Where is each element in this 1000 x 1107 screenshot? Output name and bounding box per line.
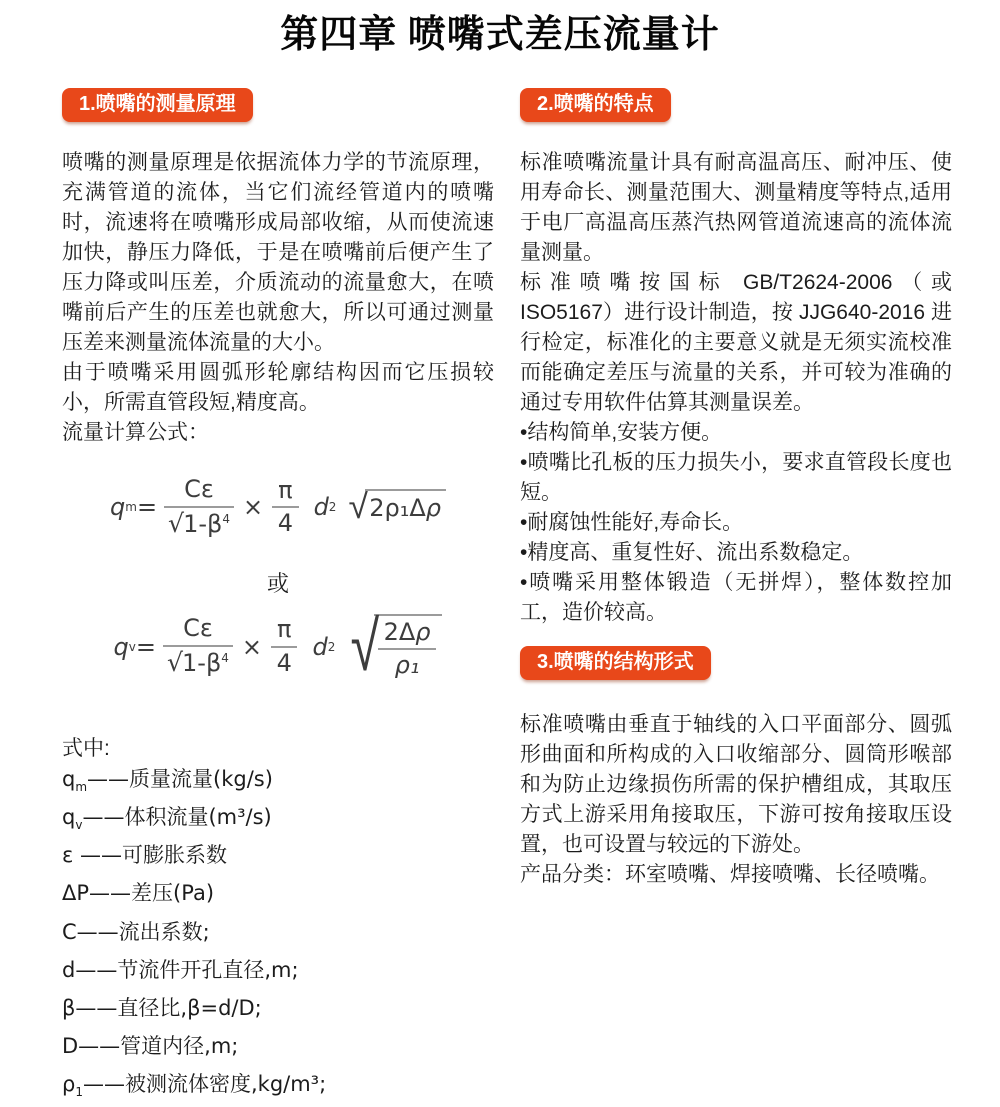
equals-sign: =	[135, 632, 156, 661]
radical-sign: √	[350, 605, 380, 687]
symbol-row-qv	[62, 802, 494, 840]
product-categories-line: 产品分类：环室喷嘴、焊接喷嘴、长径喷嘴。	[520, 863, 940, 886]
d-symbol: d	[313, 493, 329, 522]
square-root-term	[341, 605, 442, 687]
fraction-numerator: Cε	[164, 476, 234, 508]
symbol-row-epsilon	[62, 840, 494, 878]
feature-item: •喷嘴比孔板的压力损失小，要求直管段长度也短。	[520, 451, 952, 504]
symbol-subscript: m	[75, 779, 88, 794]
symbol: ρ	[62, 1072, 76, 1097]
symbol-row-qm	[62, 764, 494, 802]
inner-denominator: ρ₁	[394, 651, 420, 680]
equals-sign: =	[136, 493, 158, 522]
inner-num-rho: ρ	[415, 617, 431, 646]
feature-list	[520, 418, 952, 628]
symbol: C	[62, 919, 77, 944]
symbol-description: ——体积流量(m³/s)	[82, 804, 272, 829]
symbol-row-d	[62, 955, 494, 993]
inner-fraction	[378, 619, 437, 680]
structure-paragraph: 标准喷嘴由垂直于轴线的入口平面部分、圆弧形曲面和所构成的入口收缩部分、圆筒形喉部和为防止边缘损伤所需的保护槽组成，其取压方式上游采用角接取压，下游可按角接取压设置，也可设置与较远的下游处。	[520, 713, 952, 856]
pi-over-four-fraction	[272, 477, 298, 538]
symbol: β	[62, 995, 76, 1020]
feature-item: •喷嘴采用整体锻造（无拼焊），整体数控加工，造价较高。	[520, 571, 952, 624]
section1-header-wrap	[62, 88, 494, 122]
radicand-rho: ρ	[425, 494, 441, 523]
arc-profile-paragraph: 由于喷嘴采用圆弧形轮廓结构因而它压损较小，所需直管段短,精度高。	[62, 361, 494, 414]
feature-item: •耐腐蚀性能好,寿命长。	[520, 511, 744, 534]
symbol: ε	[62, 843, 81, 868]
symbol-row-bigd	[62, 1031, 494, 1069]
symbol-description: ——差压(Pa)	[89, 881, 215, 906]
qv-symbol: q	[113, 632, 129, 661]
symbol-description: ——质量流量(kg/s)	[87, 766, 273, 791]
fraction-denominator	[164, 508, 234, 539]
volume-flow-formula	[62, 605, 494, 687]
pi-symbol: π	[272, 477, 298, 509]
radicand-fraction	[374, 614, 443, 680]
symbol: d	[62, 957, 76, 982]
standards-paragraph: 标准喷嘴按国标 GB/T2624-2006（或 ISO5167）进行设计制造，按 JJG640-2016 进行检定，标准化的主要意义就是无须实流校准而能确定差压与流量的关系，并可较为准确的通过专用软件估算其测量误差。	[520, 271, 952, 414]
where-label: 式中:	[62, 736, 110, 760]
multiply-sign: ×	[241, 632, 263, 661]
beta-exponent: 4	[221, 650, 229, 665]
feature-item: •结构简单,安装方便。	[520, 421, 723, 444]
mass-flow-formula	[62, 476, 494, 539]
two-column-layout	[62, 88, 952, 1107]
radical-sign: √	[166, 647, 184, 677]
symbol-description: ——被测流体密度,kg/m³;	[82, 1072, 327, 1097]
or-label: 或	[266, 570, 289, 596]
symbol-row-beta	[62, 993, 494, 1031]
section3-header-wrap	[520, 646, 952, 680]
symbol-description: ——直径比,β=d/D;	[75, 995, 262, 1020]
symbol-row-c	[62, 917, 494, 955]
four-denominator: 4	[276, 648, 292, 677]
symbol-row-rho1	[62, 1069, 494, 1107]
radicand-text: 2ρ₁Δ	[369, 494, 426, 523]
pi-over-four-fraction	[271, 616, 297, 677]
radical-sign: √	[168, 508, 185, 538]
qm-subscript: m	[125, 500, 137, 515]
section1-badge: 1.喷嘴的测量原理	[62, 88, 253, 122]
d-exponent: 2	[328, 500, 337, 515]
denominator-base: 1-β	[183, 509, 223, 538]
d-exponent: 2	[327, 639, 336, 654]
symbol: D	[62, 1034, 79, 1059]
symbol: ΔP	[62, 881, 90, 906]
multiply-sign: ×	[243, 493, 264, 522]
right-column	[520, 88, 952, 1107]
document-page	[0, 12, 1000, 1100]
section2-header-wrap	[520, 88, 952, 122]
symbol-description: ——可膨胀系数	[80, 843, 228, 868]
symbol: q	[62, 804, 76, 829]
radical-sign: √	[348, 486, 369, 528]
symbol-row-deltap	[62, 878, 494, 916]
section2-badge: 2.喷嘴的特点	[520, 88, 671, 122]
qv-subscript: v	[128, 639, 136, 654]
fraction-denominator	[163, 647, 233, 678]
coefficient-fraction	[163, 615, 233, 678]
features-intro-paragraph: 标准喷嘴流量计具有耐高温高压、耐冲压、使用寿命长、测量范围大、测量精度等特点,适用于电厂高温高压蒸汽热网管道流速高的流体流量测量。	[520, 151, 952, 264]
qm-symbol: q	[110, 493, 126, 522]
inner-numerator	[378, 619, 437, 651]
square-root-term	[348, 486, 446, 528]
fraction-numerator: Cε	[163, 615, 233, 647]
symbol-description: ——节流件开孔直径,m;	[75, 957, 299, 982]
formula-intro: 流量计算公式：	[62, 421, 209, 444]
measurement-principle-paragraph: 喷嘴的测量原理是依据流体力学的节流原理，充满管道的流体，当它们流经管道内的喷嘴时，流速将在喷嘴形成局部收缩，从而使流速加快，静压力降低，于是在喷嘴前后便产生了压力降或叫压差，介质流动的流量愈大，在喷嘴前后产生的压差也就愈大，所以可通过测量压差来测量流体流量的大小。	[62, 151, 494, 354]
pi-symbol: π	[271, 616, 297, 648]
section3-badge: 3.喷嘴的结构形式	[520, 646, 711, 680]
symbol-definitions-list	[62, 764, 494, 1107]
denominator-base: 1-β	[182, 648, 222, 677]
symbol-subscript: 1	[75, 1085, 83, 1100]
symbol-subscript: v	[75, 818, 83, 833]
d-symbol: d	[312, 632, 328, 661]
symbol-description: ——流出系数;	[76, 919, 210, 944]
four-denominator: 4	[277, 509, 293, 538]
page-title: 第四章 喷嘴式差压流量计	[280, 14, 720, 56]
symbol: q	[62, 766, 76, 791]
symbol-description: ——管道内径,m;	[78, 1034, 239, 1059]
feature-item: •精度高、重复性好、流出系数稳定。	[520, 541, 864, 564]
radicand	[365, 489, 446, 522]
inner-num-text: 2Δ	[383, 617, 416, 646]
left-column	[62, 88, 494, 1107]
coefficient-fraction	[164, 476, 234, 539]
beta-exponent: 4	[222, 511, 230, 526]
